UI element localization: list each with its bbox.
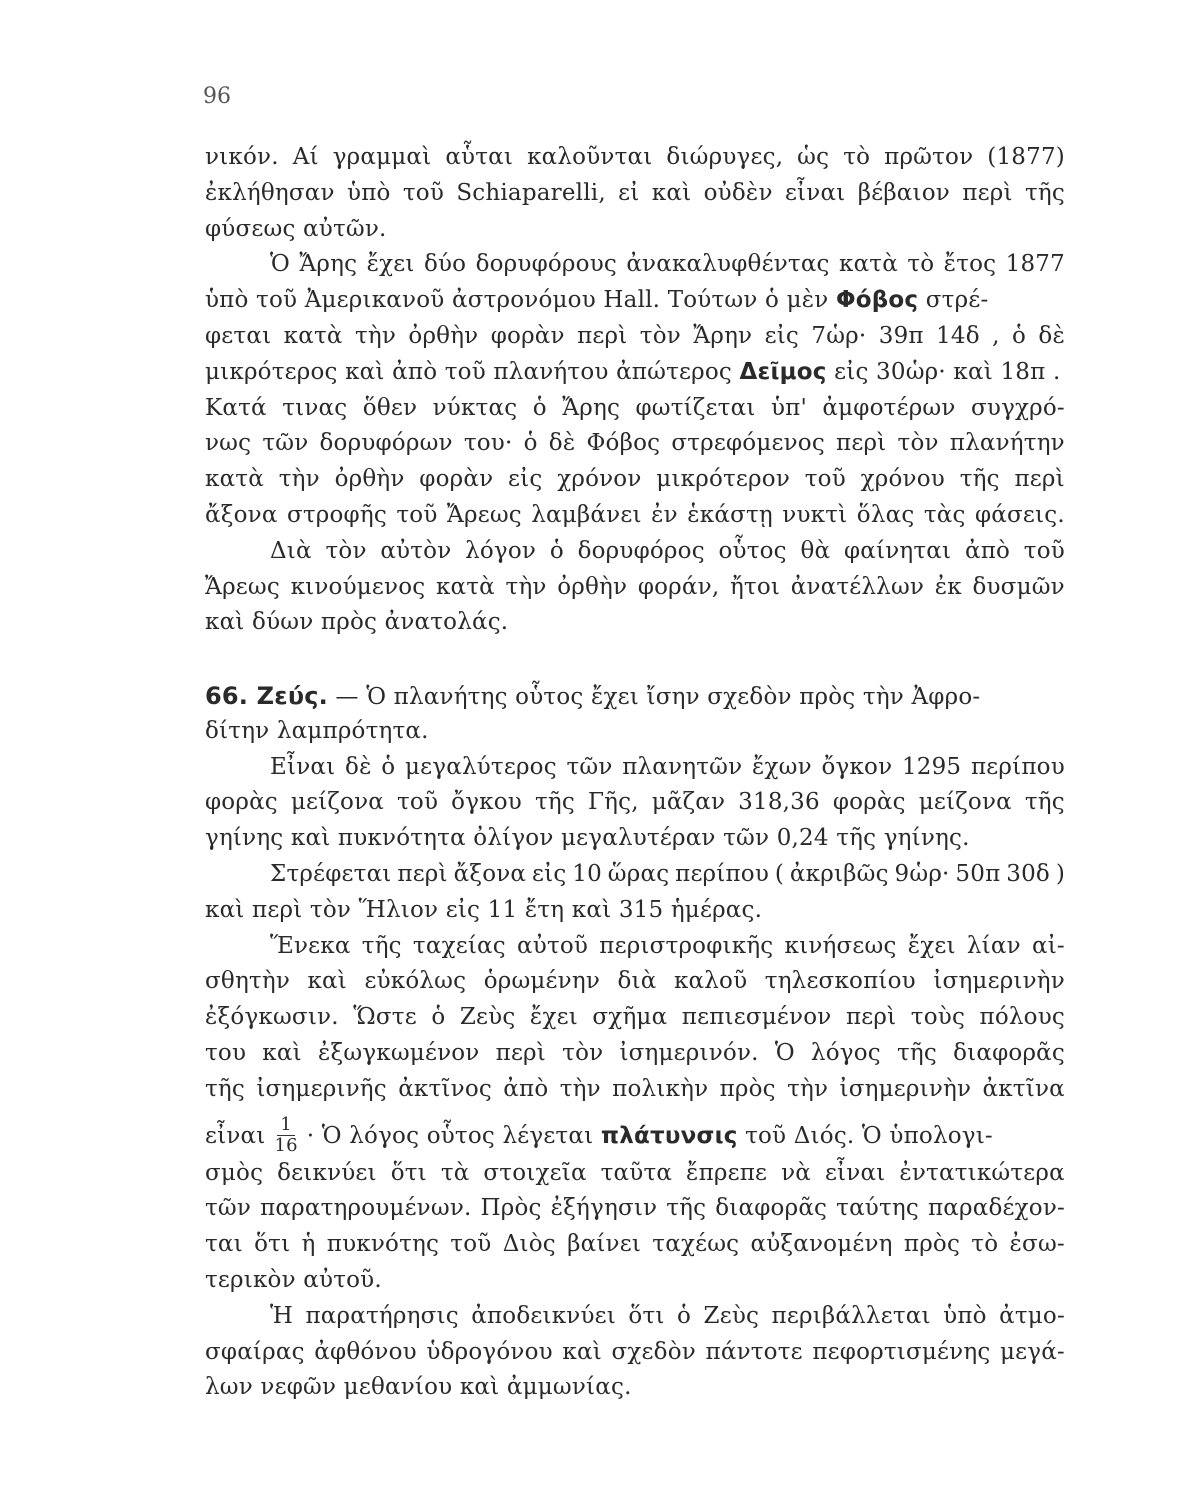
page-number: 96 [203,84,231,109]
text-line: Ἕνεκα τῆς ταχείας αὐτοῦ περιστροφικῆς κινήσεως ἔχει λίαν αἰ- [270,932,1065,959]
text-line: Εἶναι δὲ ὁ μεγαλύτερος τῶν πλανητῶν ἔχων ὄγκον 1295 περίπου [270,753,1065,780]
text-line: καὶ περὶ τὸν Ἥλιον εἰς 11 ἔτη καὶ 315 ἡμέρας. [205,896,763,923]
text-line: σθητὴν καὶ εὐκόλως ὁρωμένην διὰ καλοῦ τηλεσκοπίου ἰσημερινὴν [205,968,1065,995]
text-line: μικρότερος καὶ ἀπὸ τοῦ πλανήτου ἀπώτερος Δεῖμος εἰς 30ὡρ· καὶ 18π . [205,358,1061,385]
fraction-numerator: 1 [277,1115,295,1136]
text-line: φορὰς μείζονα τοῦ ὄγκου τῆς Γῆς, μᾶζαν 318,36 φορὰς μείζονα τῆς [205,789,1065,816]
section-zeus [205,682,1065,1410]
text-line: γηίνης καὶ πυκνότητα ὀλίγον μεγαλυτέραν τῶν 0,24 τῆς γηίνης. [205,825,970,852]
section-number: 66. Ζεύς. [205,682,328,710]
section-heading-text: — Ὁ πλανήτης οὗτος ἔχει ἴσην σχεδὸν πρὸς τὴν Ἀφρο- [327,684,981,710]
paragraph-block-jupiter-end [205,1160,1065,1411]
text-line: ἐκλήθησαν ὑπὸ τοῦ Schiaparelli, εἰ καὶ οὐδὲν εἶναι βέβαιον περὶ τῆς [205,179,1065,206]
text-line: καὶ δύων πρὸς ἀνατολάς. [205,609,509,636]
fraction-denominator: 16 [274,1135,298,1157]
text-line: ἄξονα στροφῆς τοῦ Ἄρεως λαμβάνει ἐν ἑκάστῃ νυκτὶ ὅλας τὰς φάσεις. [205,501,1065,528]
text-line: Ἄρεως κινούμενος κατὰ τὴν ὀρθὴν φοράν, ἤτοι ἀνατέλλων ἐκ δυσμῶν [205,573,1065,600]
text-line: Στρέφεται περὶ ἄξονα εἰς 10 ὥρας περίπου ( ἀκριβῶς 9ὡρ· 50π 30δ ) [270,860,1065,887]
text-line: νικόν. Αί γραμμαὶ αὗται καλοῦνται διώρυγες, ὡς τὸ πρῶτον (1877) [205,144,1065,170]
text-line: Κατά τινας ὅθεν νύκτας ὁ Ἄρης φωτίζεται ὑπ' ἀμφοτέρων συγχρό- [205,394,1065,421]
text-line: λων νεφῶν μεθανίου καὶ ἀμμωνίας. [205,1374,632,1401]
bold-term-platynsis: πλάτυνσις [600,1122,738,1149]
text-line: Ἡ παρατήρησις ἀποδεικνύει ὅτι ὁ Ζεὺς περιβάλλεται ὑπὸ ἀτμο- [270,1302,1065,1329]
text-line: φύσεως αὐτῶν. [205,215,387,242]
text-line: ται ὅτι ἡ πυκνότης τοῦ Διὸς βαίνει ταχέως αὐξανομένη πρὸς τὸ ἐσω- [205,1231,1065,1258]
text-line: του καὶ ἐξωγκωμένον περὶ τὸν ἰσημερινόν. Ὁ λόγος τῆς διαφορᾶς [205,1039,1065,1066]
text-line: τῆς ἰσημερινῆς ἀκτῖνος ἀπὸ τὴν πολικὴν πρὸς τὴν ἰσημερινὴν ἀκτῖνα [205,1075,1065,1102]
bold-term: Δεῖμος [739,358,827,385]
text-line: σφαίρας ἀφθόνου ὑδρογόνου καὶ σχεδὸν πάντοτε πεφορτισμένης μεγά- [205,1338,1065,1365]
section-heading-continuation: δίτην λαμπρότητα. [205,717,429,744]
text-line: Ὁ Ἄρης ἔχει δύο δορυφόρους ἀνακαλυφθέντας κατὰ τὸ ἔτος 1877 [270,251,1065,278]
fraction-line: εἶναι $\frac{1}{16}$ · Ὁ λόγος οὗτος λέγεται πλάτυνσις τοῦ Διός. Ὁ ὑπολογι- [205,1114,993,1157]
section-heading [205,682,1065,718]
text-line: νως τῶν δορυφόρων του· ὁ δὲ Φόβος στρεφόμενος περὶ τὸν πλανήτην [205,430,1065,457]
text-line: κατὰ τὴν ὀρθὴν φορὰν εἰς χρόνον μικρότερον τοῦ χρόνου τῆς περὶ [205,466,1065,493]
text-line: ὑπὸ τοῦ Ἀμερικανοῦ ἀστρονόμου Hall. Τούτων ὁ μὲν Φόβος στρέ- [205,287,989,314]
text-line: ἐξόγκωσιν. Ὥστε ὁ Ζεὺς ἔχει σχῆμα πεπιεσμένον περὶ τοὺς πόλους [205,1004,1065,1031]
bold-term: Φόβος [836,287,919,314]
paragraph-block-jupiter [205,754,1065,1112]
text-line: τῶν παρατηρουμένων. Πρὸς ἐξήγησιν τῆς διαφορᾶς ταύτης παραδέχον- [205,1195,1065,1222]
fraction [271,1115,300,1156]
text-line: φεται κατὰ τὴν ὀρθὴν φορὰν περὶ τὸν Ἄρην εἰς 7ὡρ· 39π 14δ , ὁ δὲ [205,322,1065,349]
paragraph-block-mars [205,144,1065,645]
text-line: Διὰ τὸν αὐτὸν λόγον ὁ δορυφόρος οὗτος θὰ φαίνηται ἀπὸ τοῦ [270,537,1065,564]
text-line: τερικὸν αὐτοῦ. [205,1266,382,1293]
text-line: σμὸς δεικνύει ὅτι τὰ στοιχεῖα ταῦτα ἔπρεπε νὰ εἶναι ἐντατικώτερα [205,1159,1065,1186]
